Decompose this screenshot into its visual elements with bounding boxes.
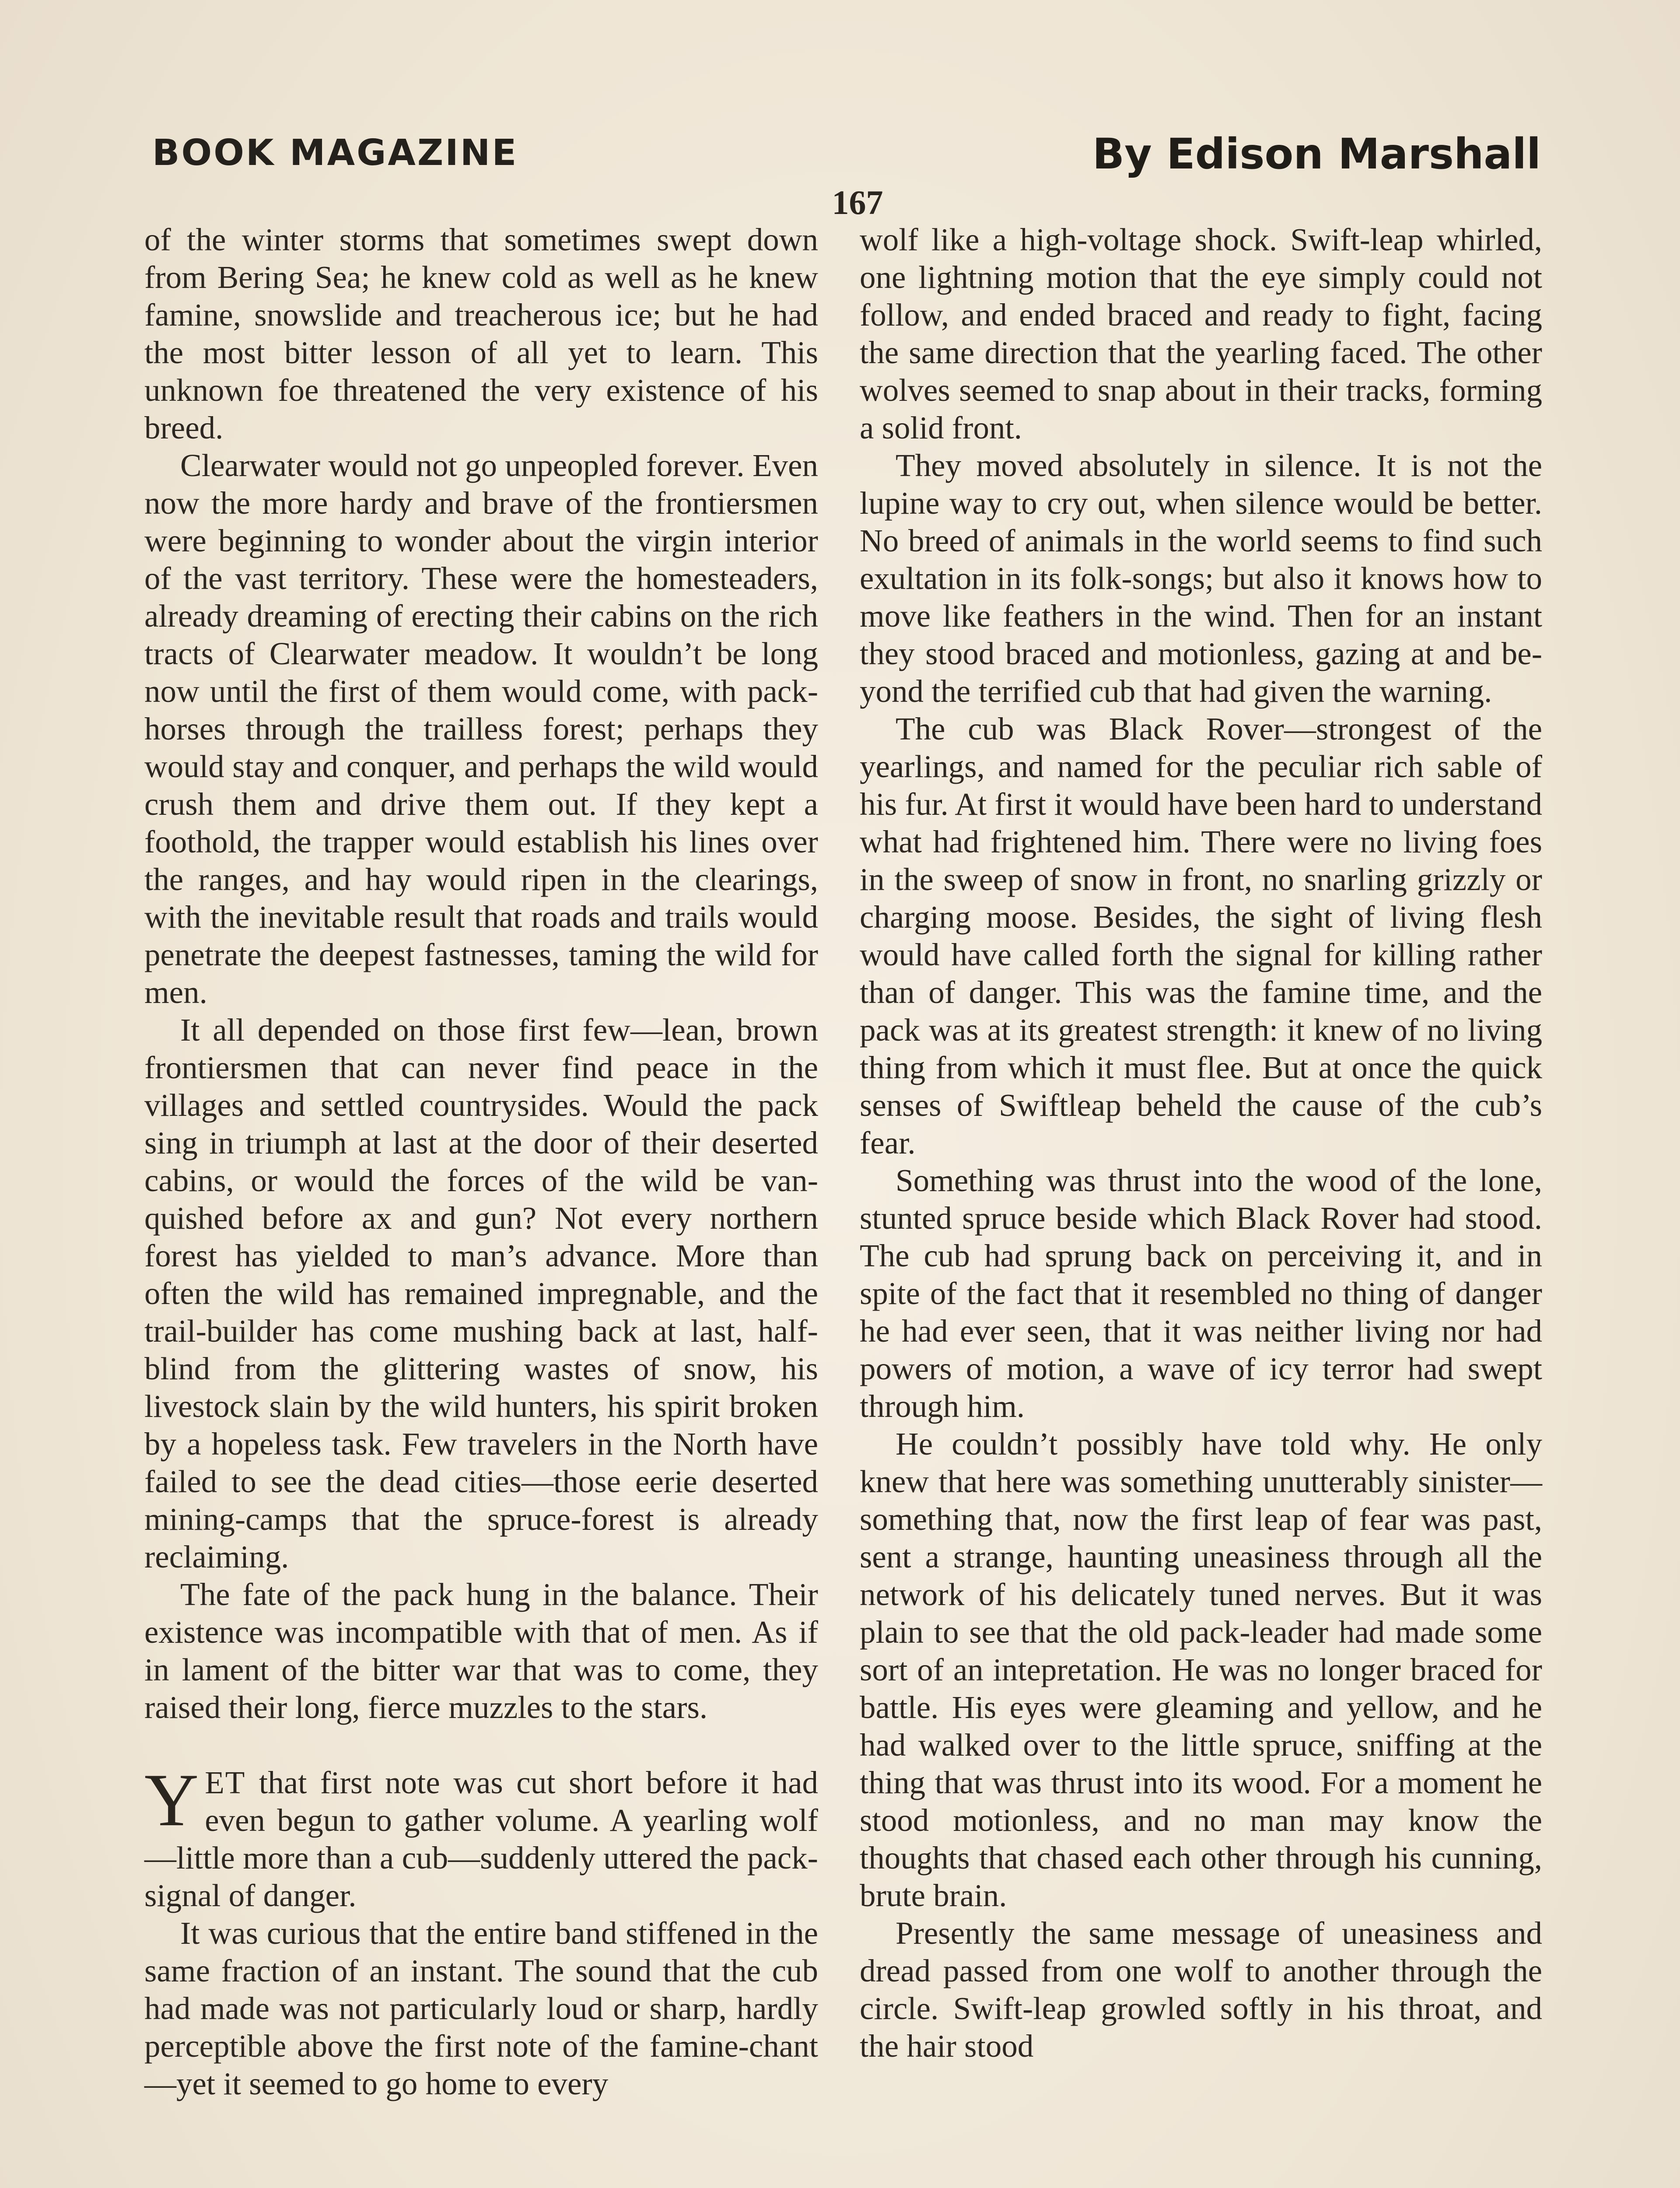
lead-word: ET: [205, 1765, 246, 1800]
paragraph: Presently the same message of uneasiness and dread passed from one wolf to another through the circle. Swift-leap growled softly in his throat, and the hair stood: [860, 1915, 1542, 2064]
page-number: 167: [832, 183, 883, 221]
paragraph: It was curious that the entire band stiffened in the same fraction of an instant. The sound that the cub had made was not particularly loud or sharp, hardly perceptible above the first note of the famine-chant—yet it seemed to go home to every: [144, 1915, 818, 2101]
paragraph: wolf like a high-voltage shock. Swift-leap whirled, one lightning motion that the eye simply could not follow, and ended braced and ready to fight, facing the same direction that the yearling faced. The other wolves seemed to snap about in their tracks, forming a solid front.: [860, 222, 1542, 445]
paragraph: Something was thrust into the wood of the lone, stunted spruce beside which Black Rover had stood. The cub had sprung back on perceiving it, and in spite of the fact that it resembled no thing of danger he had ever seen, that it was neither living nor had powers of motion, a wave of icy terror had swept through him.: [860, 1163, 1542, 1424]
author-byline: By Edison Marshall: [1092, 130, 1541, 179]
left-column: [144, 221, 818, 2103]
page-header: [152, 132, 1541, 180]
paragraph: It all depended on those first few—lean, brown frontiersmen that can never find peace in the villages and settled countrysides. Would the pack sing in triumph at last at the door of their deserted cabins, or would the forces of the wild be vanquished before ax and gun? Not every northern forest has yielded to man’s advance. More than often the wild has remained impregnable, and the trail-builder has come mushing back at last, half-blind from the glittering wastes of snow, his livestock slain by the wild hunters, his spirit broken by a hopeless task. Few travelers in the North have failed to see the dead cities—those eerie deserted mining-camps that the spruce-forest is already reclaiming.: [144, 1012, 818, 1574]
paragraph: They moved absolutely in silence. It is not the lupine way to cry out, when silence would be better. No breed of animals in the world seems to find such exultation in its folk-songs; but also it knows how to move like feathers in the wind. Then for an instant they stood braced and motionless, gazing at and beyond the terrified cub that had given the warning.: [860, 448, 1542, 709]
drop-cap: Y: [144, 1759, 199, 1842]
right-column: [860, 221, 1542, 2065]
paragraph-text: that first note was cut short before it had even begun to gather volume. A yearling wolf—little more than a cub—suddenly uttered the pack-signal of danger.: [144, 1765, 818, 1913]
section-opening-paragraph: [144, 1759, 818, 1914]
paragraph: Clearwater would not go unpeopled forever. Even now the more hardy and brave of the frontiersmen were beginning to wonder about the virgin interior of the vast territory. These were the homesteaders, already dreaming of erecting their cabins on the rich tracts of Clearwater meadow. It wouldn’t be long now until the first of them would come, with packhorses through the trailless forest; perhaps they would stay and conquer, and perhaps the wild would crush them and drive them out. If they kept a foothold, the trapper would establish his lines over the ranges, and hay would ripen in the clearings, with the inevitable result that roads and trails would penetrate the deepest fastnesses, taming the wild for men.: [144, 448, 818, 1010]
paragraph: of the winter storms that sometimes swept down from Bering Sea; he knew cold as well as he knew famine, snowslide and treacherous ice; but he had the most bitter lesson of all yet to learn. This unknown foe threatened the very existence of his breed.: [144, 222, 818, 445]
paragraph: The cub was Black Rover—strongest of the yearlings, and named for the peculiar rich sable of his fur. At first it would have been hard to understand what had frightened him. There were no living foes in the sweep of snow in front, no snarling grizzly or charging moose. Besides, the sight of living flesh would have called forth the signal for killing rather than of danger. This was the famine time, and the pack was at its greatest strength: it knew of no living thing from which it must flee. But at once the quick senses of Swiftleap beheld the cause of the cub’s fear.: [860, 711, 1542, 1161]
paragraph: He couldn’t possibly have told why. He only knew that here was something unutterably sinister—something that, now the first leap of fear was past, sent a strange, haunting uneasiness through all the network of his delicately tuned nerves. But it was plain to see that the old pack-leader had made some sort of an intepretation. He was no longer braced for battle. His eyes were gleaming and yellow, and he had walked over to the little spruce, sniffing at the thing that was thrust into its wood. For a moment he stood motionless, and no man may know the thoughts that chased each other through his cunning, brute brain.: [860, 1426, 1542, 1913]
paragraph: The fate of the pack hung in the balance. Their existence was incompatible with that of men. As if in lament of the bitter war that was to come, they raised their long, fierce muzzles to the stars.: [144, 1577, 818, 1725]
magazine-title: BOOK MAGAZINE: [152, 132, 518, 174]
